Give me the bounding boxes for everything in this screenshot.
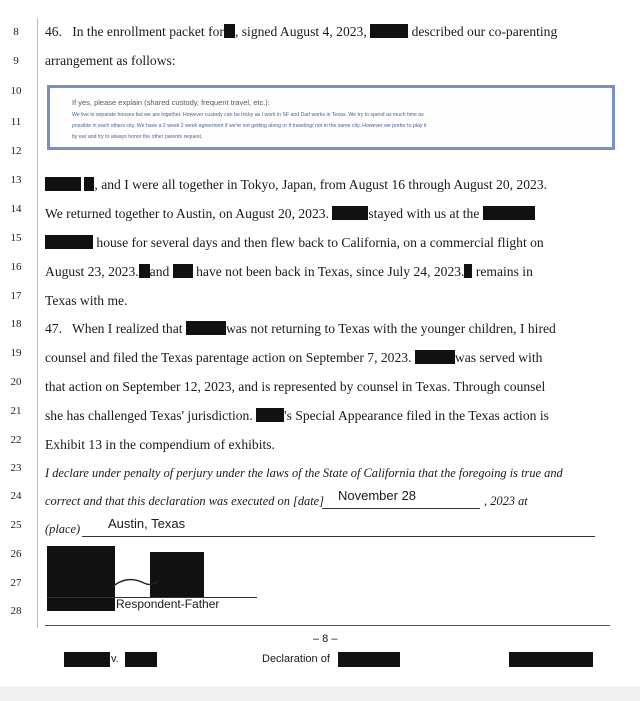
redaction-block <box>509 652 593 667</box>
redaction-block <box>186 321 226 335</box>
line-number: 16 <box>10 261 22 273</box>
redaction-block <box>45 235 93 249</box>
line-number: 28 <box>10 605 22 617</box>
redaction-block <box>332 206 368 220</box>
redaction-block <box>464 264 472 278</box>
place-value: Austin, Texas <box>108 516 186 531</box>
redaction-block <box>84 177 94 191</box>
redaction-block <box>125 652 157 667</box>
line-number: 22 <box>10 434 22 446</box>
declaration-line-1: I declare under penalty of perjury under the laws of the State of California that the foregoing is true and <box>45 466 563 480</box>
redaction-block <box>338 652 400 667</box>
redaction-block <box>370 24 408 38</box>
signature-label: Respondent-Father <box>116 597 220 611</box>
para-47-line-2: counsel and filed the Texas parentage action on September 7, 2023. was served with <box>45 350 543 365</box>
line-number: 21 <box>10 405 22 417</box>
redaction-block <box>139 264 150 278</box>
signature-stroke <box>110 575 160 591</box>
redaction-block <box>173 264 193 278</box>
redaction-block <box>483 206 535 220</box>
tokyo-line-3: house for several days and then flew back to California, on a commercial flight on <box>45 235 544 251</box>
footer-title: Declaration of <box>262 653 330 665</box>
redaction-block <box>45 177 81 191</box>
para-47-line-3: that action on September 12, 2023, and is represented by counsel in Texas. Through counsel <box>45 379 546 394</box>
redaction-block <box>256 408 284 422</box>
signature-redaction <box>47 546 115 611</box>
line-number: 23 <box>10 462 22 474</box>
form-answer-line-2: possible in each others city. We have a 2 week 2 week agreement if we're not getting along or if traveling/ not in the same city. However we prefer to play it <box>72 123 427 129</box>
page-number: – 8 – <box>313 633 338 645</box>
para-number: 46. <box>45 24 62 39</box>
tokyo-line-2: We returned together to Austin, on August 20, 2023. stayed with us at the <box>45 206 535 222</box>
tokyo-line-4: August 23, 2023. and have not been back in Texas, since July 24, 2023. remains in <box>45 264 533 279</box>
tokyo-line-5: Texas with me. <box>45 293 128 308</box>
line-number: 20 <box>10 376 22 388</box>
footer-versus: v. <box>111 653 119 665</box>
para-47-line-4: she has challenged Texas' jurisdiction. 's Special Appearance filed in the Texas action is <box>45 408 549 423</box>
line-number: 14 <box>10 203 22 215</box>
viewer-bottom-band <box>0 686 640 701</box>
date-value: November 28 <box>338 488 417 503</box>
line-number: 18 <box>10 318 22 330</box>
redaction-block <box>64 652 110 667</box>
footer-rule <box>45 625 610 626</box>
line-number: 9 <box>13 55 19 67</box>
line-number: 19 <box>10 347 22 359</box>
tokyo-line-1: , and I were all together in Tokyo, Japan, from August 16 through August 20, 2023. <box>45 177 547 193</box>
pleading-margin-rule <box>37 18 38 628</box>
form-answer-line-3: by ear and try to always honor the other parents request. <box>72 134 203 140</box>
line-number: 11 <box>10 116 22 128</box>
para-number: 47. <box>45 321 62 336</box>
para-46-line-1: 46. In the enrollment packet for , signed August 4, 2023, described our co-parenting <box>45 24 558 39</box>
line-number: 17 <box>10 290 22 302</box>
line-number: 27 <box>10 577 22 589</box>
line-number: 8 <box>13 26 19 38</box>
redaction-block <box>415 350 455 364</box>
form-answer-line-1: We live in separate houses but we are together. However custody can be tricky as I work in SF and Dad works in Texas. We try to spend as much time as <box>72 112 424 118</box>
line-number: 26 <box>10 548 22 560</box>
line-number: 10 <box>10 85 22 97</box>
declaration-year: , 2023 at <box>484 494 528 508</box>
declaration-line-2: correct and that this declaration was executed on [date] <box>45 494 324 508</box>
line-number: 12 <box>10 145 22 157</box>
line-number: 13 <box>10 174 22 186</box>
line-number: 15 <box>10 232 22 244</box>
para-47-line-1: 47. When I realized that was not returning to Texas with the younger children, I hired <box>45 321 556 336</box>
para-47-line-5: Exhibit 13 in the compendium of exhibits. <box>45 437 275 452</box>
place-label: (place) <box>45 522 81 536</box>
line-number: 25 <box>10 519 22 531</box>
redaction-block <box>224 24 235 38</box>
line-number: 24 <box>10 490 22 502</box>
form-question: If yes, please explain (shared custody, frequent travel, etc.): <box>72 98 270 107</box>
para-46-line-2: arrangement as follows: <box>45 53 176 68</box>
